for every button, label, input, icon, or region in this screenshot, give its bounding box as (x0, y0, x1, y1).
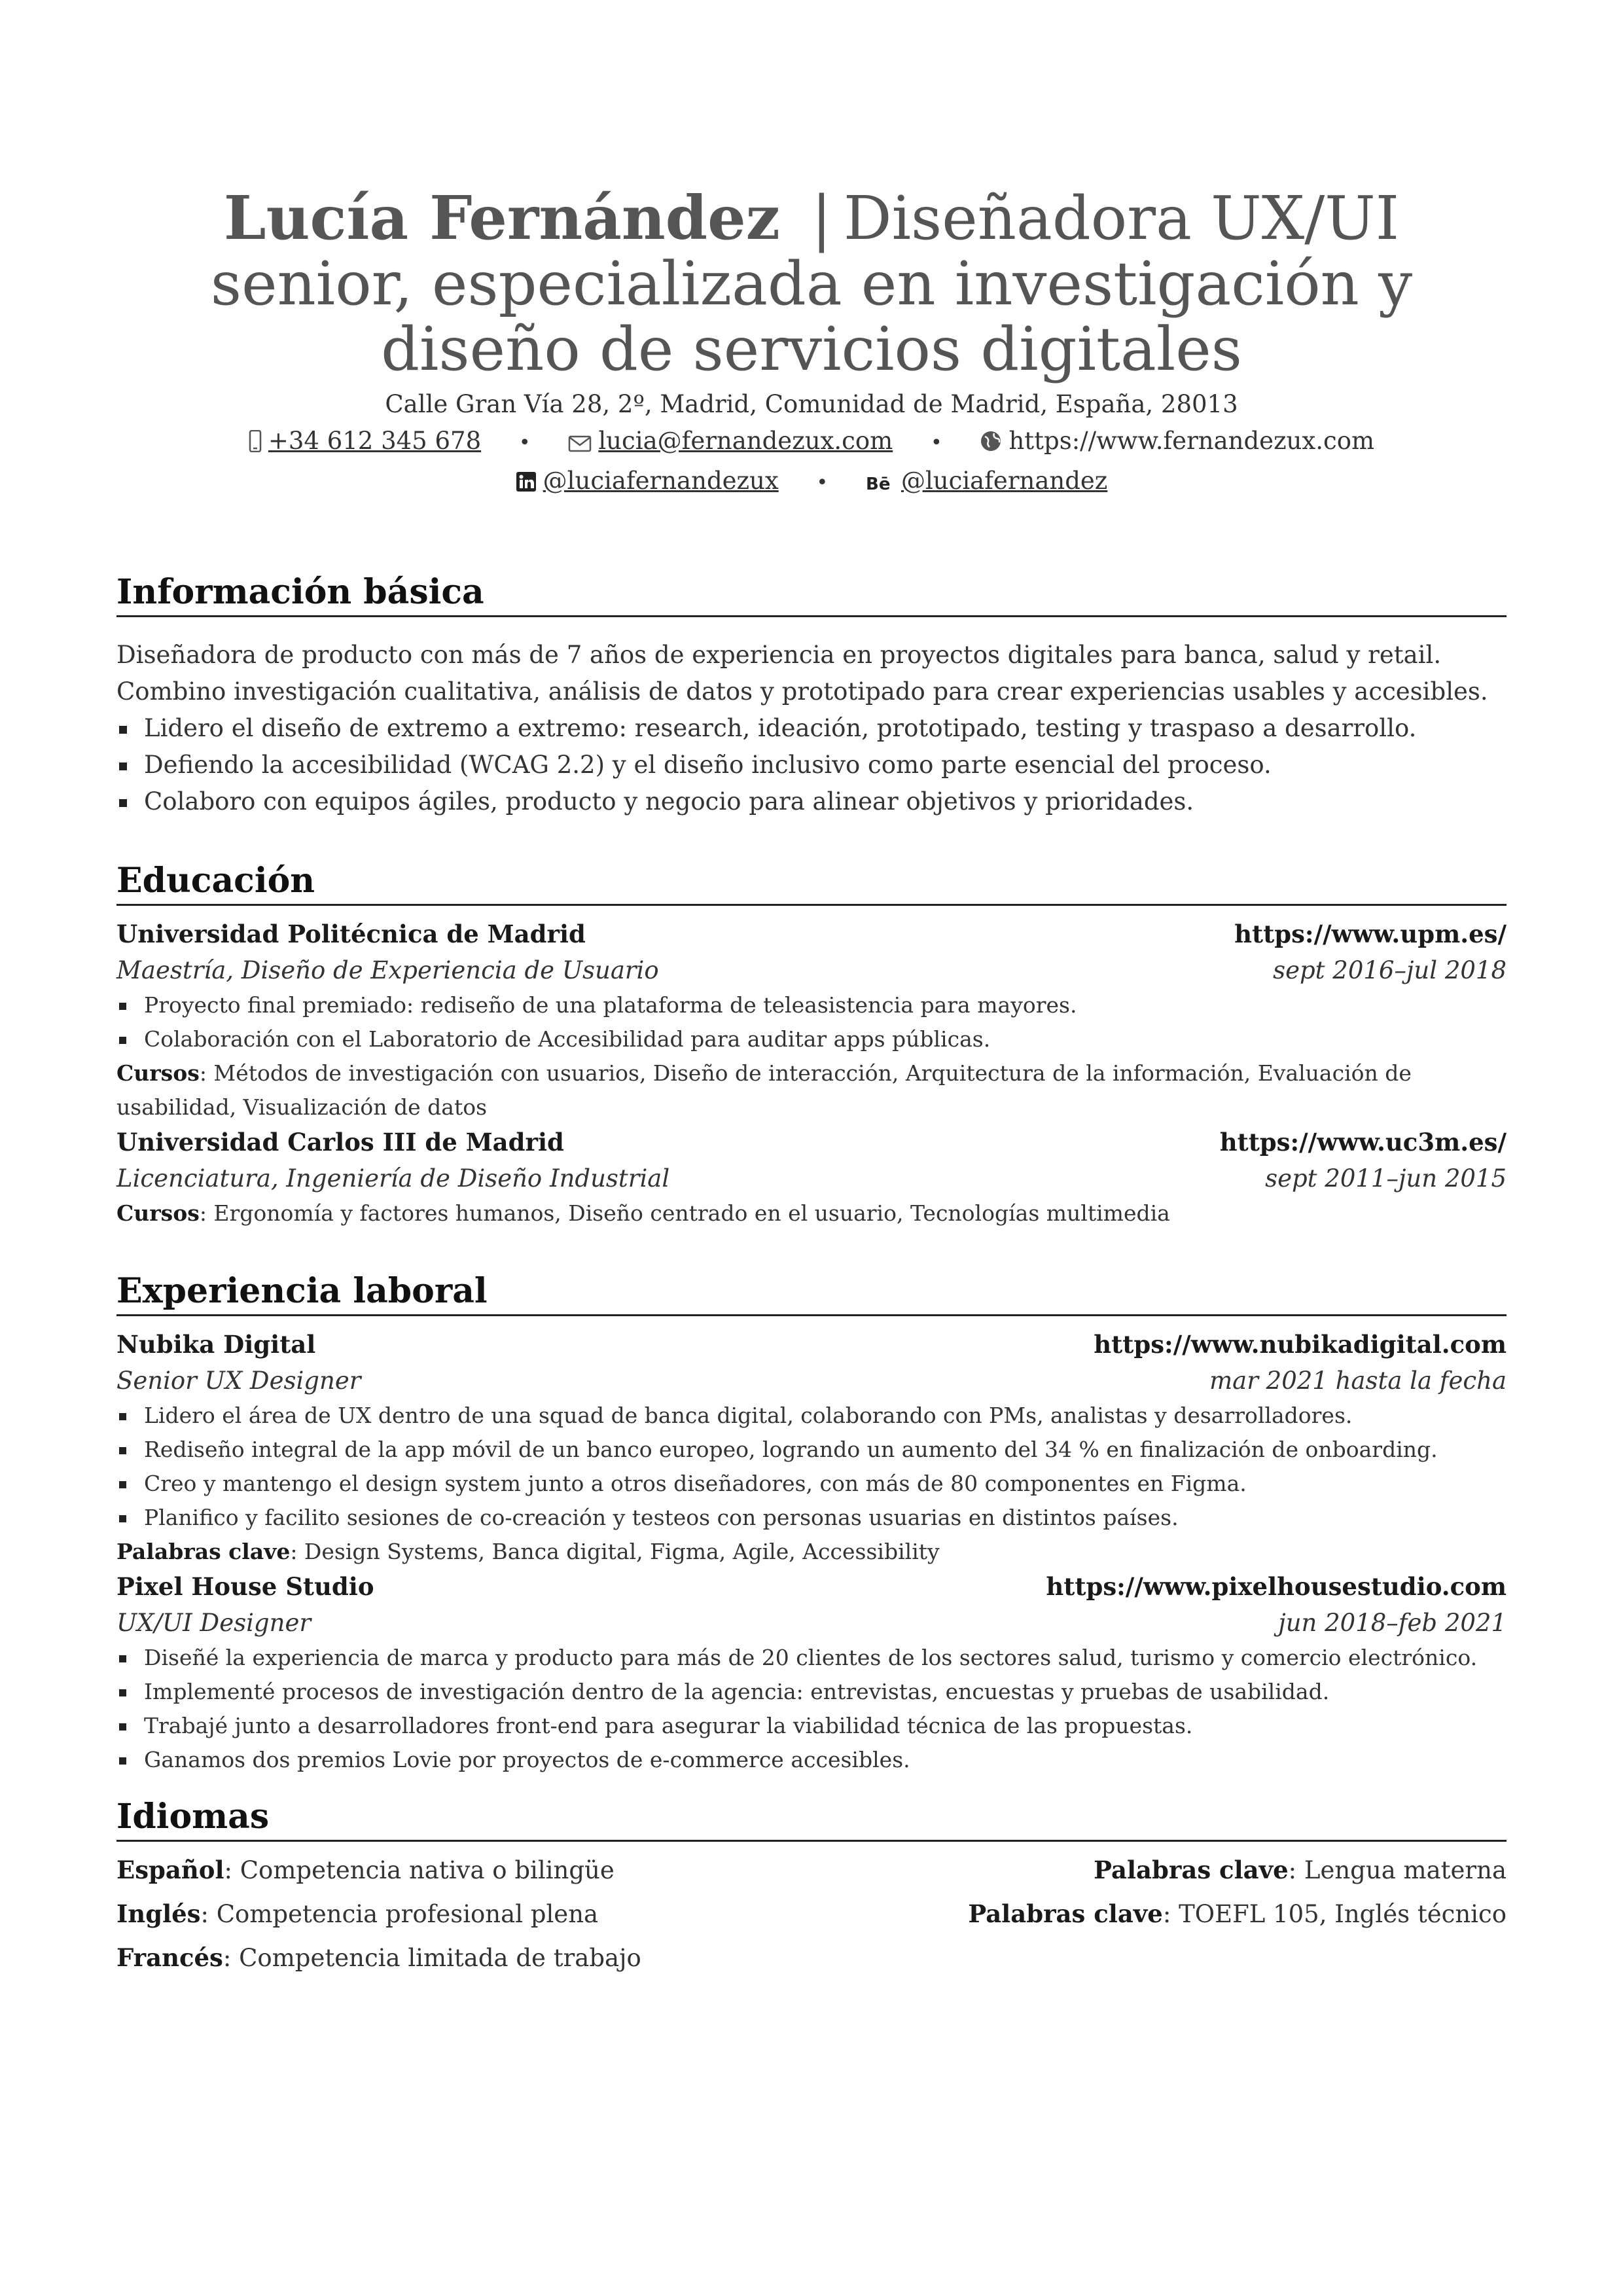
languages-section (116, 1797, 1507, 1980)
courses-label: Cursos (116, 1200, 200, 1226)
section-rule (116, 1840, 1507, 1842)
envelope-icon (568, 426, 592, 463)
company-url[interactable]: https://www.pixelhousestudio.com (1046, 1572, 1507, 1601)
list-item: Lidero el diseño de extremo a extremo: research, ideación, prototipado, testing y traspaso a desarrollo. (116, 710, 1507, 747)
list-item: Diseñé la experiencia de marca y producto para más de 20 clientes de los sectores salud, turismo y comercio electrónico. (116, 1641, 1507, 1675)
language-name: Español (116, 1856, 224, 1884)
section-rule (116, 1314, 1507, 1316)
job-role: UX/UI Designer (116, 1609, 312, 1637)
courses (116, 1196, 1507, 1230)
institution-url[interactable]: https://www.upm.es/ (1234, 920, 1507, 948)
education-entry (116, 1124, 1507, 1230)
person-name: Lucía Fernández (223, 183, 780, 253)
date-range: jun 2018–feb 2021 (1278, 1609, 1507, 1637)
institution-name: Universidad Carlos III de Madrid (116, 1128, 564, 1157)
list-item: Planifico y facilito sesiones de co-creación y testeos con personas usuarias en distintos países. (116, 1501, 1507, 1535)
language-level: : Competencia nativa o bilingüe (224, 1856, 615, 1884)
list-item: Implementé procesos de investigación dentro de la agencia: entrevistas, encuestas y pruebas de usabilidad. (116, 1675, 1507, 1709)
contact-line-2 (116, 463, 1507, 503)
experience-section (116, 1271, 1507, 1777)
education-entry (116, 916, 1507, 1124)
job-entry (116, 1569, 1507, 1777)
list-item: Lidero el área de UX dentro de una squad de banca digital, colaborando con PMs, analistas y desarrolladores. (116, 1399, 1507, 1433)
language-keywords: : Lengua materna (1288, 1856, 1507, 1884)
section-heading: Información básica (116, 572, 484, 612)
linkedin-link[interactable]: @luciafernandezux (543, 467, 779, 495)
job-bullets (116, 1641, 1507, 1777)
list-item: Trabajé junto a desarrolladores front-end para asegurar la viabilidad técnica de las propuestas. (116, 1709, 1507, 1743)
section-heading: Idiomas (116, 1797, 270, 1837)
institution-name: Universidad Politécnica de Madrid (116, 920, 586, 948)
section-rule (116, 904, 1507, 906)
job-bullets (116, 1399, 1507, 1535)
globe-icon (980, 426, 1002, 463)
phone-link[interactable]: +34 612 345 678 (268, 427, 482, 455)
list-item: Proyecto final premiado: rediseño de una plataforma de teleasistencia para mayores. (116, 988, 1507, 1022)
education-bullets (116, 988, 1507, 1056)
company-url[interactable]: https://www.nubikadigital.com (1094, 1330, 1507, 1359)
language-level: : Competencia profesional plena (200, 1900, 599, 1928)
company-name: Pixel House Studio (116, 1572, 374, 1601)
language-name: Francés (116, 1943, 223, 1972)
courses-label: Cursos (116, 1060, 200, 1086)
title-line-2: senior, especializada en investigación y (210, 249, 1413, 319)
keywords-label: Palabras clave (1094, 1856, 1289, 1884)
contact-line-1 (116, 423, 1507, 463)
date-range: mar 2021 hasta la fecha (1209, 1367, 1507, 1395)
job-entry (116, 1327, 1507, 1569)
section-rule (116, 615, 1507, 617)
language-keywords: : TOEFL 105, Inglés técnico (1162, 1900, 1507, 1928)
basic-info-section (116, 572, 1507, 820)
list-item: Creo y mantengo el design system junto a otros diseñadores, con más de 80 componentes en Figma. (116, 1467, 1507, 1501)
list-item: Defiendo la accesibilidad (WCAG 2.2) y el diseño inclusivo como parte esencial del proceso. (116, 747, 1507, 783)
section-heading: Experiencia laboral (116, 1271, 488, 1311)
resume-header (116, 0, 1507, 503)
website-link[interactable]: https://www.fernandezux.com (1008, 427, 1375, 455)
company-name: Nubika Digital (116, 1330, 316, 1359)
contact-bullet: • (816, 471, 829, 494)
courses-list: : Métodos de investigación con usuarios, Diseño de interacción, Arquitectura de la información, Evaluación de usabilidad, Visualización de datos (116, 1060, 1412, 1120)
language-row (116, 1892, 1507, 1936)
title-separator: | (811, 183, 832, 253)
title-line-1 (116, 185, 1507, 251)
institution-url[interactable]: https://www.uc3m.es/ (1219, 1128, 1507, 1157)
basic-bullets (116, 710, 1507, 820)
keywords-label: Palabras clave (968, 1899, 1163, 1928)
behance-icon (866, 466, 895, 503)
degree: Maestría, Diseño de Experiencia de Usuario (116, 956, 659, 984)
linkedin-icon (516, 466, 537, 503)
email-link[interactable]: lucia@fernandezux.com (598, 427, 893, 455)
title-line-3: diseño de servicios digitales (381, 314, 1242, 384)
keywords-list: : Design Systems, Banca digital, Figma, Agile, Accessibility (290, 1539, 940, 1564)
language-level: : Competencia limitada de trabajo (223, 1944, 641, 1972)
degree: Licenciatura, Ingeniería de Diseño Industrial (116, 1164, 670, 1193)
courses (116, 1056, 1507, 1124)
date-range: sept 2016–jul 2018 (1273, 956, 1507, 984)
keywords-label: Palabras clave (116, 1539, 291, 1564)
language-row (116, 1936, 1507, 1980)
job-title: Diseñadora UX/UI (843, 183, 1400, 253)
address: Calle Gran Vía 28, 2º, Madrid, Comunidad de Madrid, España, 28013 (385, 390, 1238, 418)
keywords (116, 1535, 1507, 1569)
language-row (116, 1848, 1507, 1892)
section-heading: Educación (116, 861, 315, 901)
behance-link[interactable]: @luciafernandez (901, 467, 1108, 495)
svg-text:Bē: Bē (865, 475, 891, 492)
list-item: Ganamos dos premios Lovie por proyectos de e-commerce accesibles. (116, 1743, 1507, 1777)
mobile-phone-icon (249, 426, 262, 463)
language-name: Inglés (116, 1899, 201, 1928)
contact-bullet: • (518, 431, 531, 454)
list-item: Colaboro con equipos ágiles, producto y negocio para alinear objetivos y prioridades. (116, 783, 1507, 820)
date-range: sept 2011–jun 2015 (1265, 1164, 1507, 1193)
job-role: Senior UX Designer (116, 1367, 361, 1395)
courses-list: : Ergonomía y factores humanos, Diseño centrado en el usuario, Tecnologías multimedia (199, 1200, 1170, 1226)
contact-bullet: • (931, 431, 942, 454)
summary-paragraph: Diseñadora de producto con más de 7 años de experiencia en proyectos digitales para banca, salud y retail. Combino investigación cualitativa, análisis de datos y prototipado para crear experiencias usables y accesibles. (116, 641, 1488, 706)
education-section (116, 861, 1507, 1230)
list-item: Rediseño integral de la app móvil de un banco europeo, logrando un aumento del 34 % en finalización de onboarding. (116, 1433, 1507, 1467)
list-item: Colaboración con el Laboratorio de Accesibilidad para auditar apps públicas. (116, 1022, 1507, 1056)
